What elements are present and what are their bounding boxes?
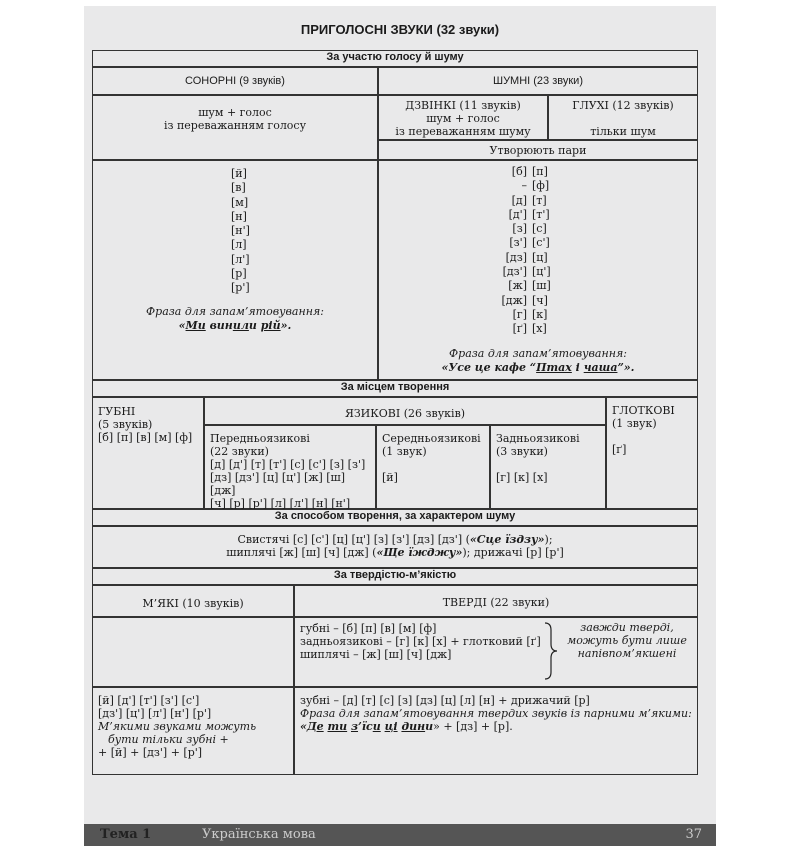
middle-lingual-count: (1 звук) [382, 445, 427, 458]
sonorant-sound-list [231, 167, 250, 296]
voiced-sound: – [521, 179, 527, 193]
manner-section-header: За способом творення, за характером шуму [92, 509, 698, 526]
voiceless-label: ГЛУХІ (12 звуків) [572, 99, 674, 112]
hard-phrase-label: Фраза для запам’ятовування твердих звуків із парними м’якими: [300, 707, 692, 720]
hard-labials: губні – [б] [п] [в] [м] [ф] [300, 622, 437, 635]
sonorant-sound: [л] [231, 238, 247, 252]
soft-sounds-line-1: [й] [д'] [т'] [з'] [с'] [98, 694, 200, 707]
always-hard-note: завжди тверді, можуть бути лише напівпом’якшені [567, 621, 687, 660]
sonorant-label: СОНОРНІ (9 звуків) [92, 67, 378, 95]
sonorant-desc-line-1: шум + голос [198, 106, 272, 119]
voiced-sound: [дж] [501, 293, 527, 307]
page-number: 37 [685, 827, 702, 842]
manner-line-2: шиплячі [ж] [ш] [ч] [дж] («Ще їжджу»); дрижачі [р] [р'] [226, 546, 564, 559]
voiced-sound-list [502, 165, 527, 337]
place-section-header: За місцем творення [92, 380, 698, 397]
voiceless-header [548, 95, 698, 140]
front-sounds-line-3: [ч] [р] [р'] [л] [л'] [н] [н'] [210, 497, 351, 510]
glottal-cell [606, 397, 698, 509]
sonorant-mnemonic-phrase: «Ми винили рій». [178, 319, 292, 332]
page-title: ПРИГОЛОСНІ ЗВУКИ (32 звуки) [300, 22, 500, 37]
voiceless-desc: тільки шум [590, 125, 656, 138]
voiced-sound: [д] [511, 193, 527, 207]
sonorant-sound: [й] [231, 167, 247, 180]
soft-label: М’ЯКІ (10 звуків) [92, 585, 294, 617]
textbook-page [84, 6, 716, 846]
voiceless-sound: [х] [532, 322, 547, 336]
voiceless-sound: [т'] [532, 207, 550, 221]
sonorant-mnemonic-label: Фраза для запам’ятовування: [146, 305, 324, 318]
labial-sounds: [б] [п] [в] [м] [ф] [98, 431, 193, 444]
labial-cell [92, 397, 204, 509]
front-lingual-count: (22 звуки) [210, 445, 269, 458]
voiceless-sound: [т] [532, 193, 547, 207]
voiceless-sound: [ц'] [532, 265, 551, 279]
hard-back-lingual: задньоязикові – [г] [к] [х] + глотковий [ґ] [300, 635, 541, 648]
voiceless-sound: [ф] [532, 179, 550, 193]
front-lingual-label: Передньоязикові [210, 432, 310, 445]
sonorant-description [92, 95, 378, 160]
back-lingual-count: (3 звуки) [496, 445, 548, 458]
glottal-count: (1 звук) [612, 417, 657, 430]
hard-label: ТВЕРДІ (22 звуки) [294, 585, 698, 617]
voiced-desc-line-2: із переважанням шуму [395, 125, 531, 138]
voiced-label: ДЗВІНКІ (11 звуків) [405, 99, 521, 112]
voiceless-sound: [ц] [532, 250, 548, 264]
voiced-sound: [д'] [508, 207, 527, 221]
hard-sibilants: шиплячі – [ж] [ш] [ч] [дж] [300, 648, 452, 661]
voiced-sound: [б] [511, 165, 527, 178]
voiceless-sound-list [532, 165, 551, 337]
noisy-mnemonic-phrase: «Усе це кафе “Птах і чаша”». [441, 361, 635, 374]
voiceless-sound: [к] [532, 307, 548, 321]
pairs-label: Утворюють пари [378, 140, 698, 160]
middle-lingual-sounds: [й] [382, 471, 398, 484]
voiceless-sound: [ч] [532, 293, 548, 307]
hard-phrase: «Де ти з’їси ці дини» + [дз] + [р]. [300, 720, 513, 733]
lingual-label: ЯЗИКОВІ (26 звуків) [204, 397, 606, 425]
sonorant-desc-line-2: із переважанням голосу [163, 119, 307, 132]
voiced-sound: [дз] [505, 250, 527, 264]
voiced-header [378, 95, 548, 140]
voice-section-header: За участю голосу й шуму [92, 50, 698, 67]
sonorant-sound: [н'] [231, 224, 250, 238]
back-lingual-sounds: [г] [к] [х] [496, 471, 548, 484]
voiceless-sound: [ш] [532, 279, 551, 293]
back-lingual-label: Задньоязикові [496, 432, 580, 445]
soft-sounds-cell [92, 687, 294, 775]
hard-dental-sounds: зубні – [д] [т] [с] [з] [дз] [ц] [л] [н] + дрижачий [р] [300, 694, 590, 707]
soft-note-line-2: бути тільки зубні + [108, 733, 229, 746]
voiced-sound: [г] [512, 307, 527, 321]
sonorant-sound: [р] [231, 267, 247, 281]
noisy-label: ШУМНІ (23 звуки) [378, 67, 698, 95]
glottal-sounds: [ґ] [612, 443, 627, 456]
footer-subject: Українська мова [202, 827, 316, 842]
voiced-sound: [з'] [509, 236, 527, 250]
hardness-section-header: За твердістю-м’якістю [92, 568, 698, 585]
voiced-desc-line-1: шум + голос [426, 112, 500, 125]
sonorant-sound: [р'] [231, 281, 250, 295]
voiceless-sound: [с'] [532, 236, 550, 250]
hard-dental-cell [294, 687, 698, 775]
soft-note-line-3: + [й] + [дз'] + [р'] [98, 746, 203, 759]
sonorant-sound: [л'] [231, 252, 250, 266]
back-lingual-cell [490, 425, 606, 509]
soft-empty-cell [92, 617, 294, 687]
page-footer [84, 824, 716, 846]
voiceless-sound: [с] [532, 222, 547, 236]
footer-topic: Тема 1 [100, 827, 152, 842]
sonorant-sounds-cell [92, 160, 378, 380]
glottal-label: ГЛОТКОВІ [612, 404, 675, 417]
front-sounds-line-1: [д] [д'] [т] [т'] [с] [с'] [з] [з'] [210, 458, 366, 471]
manner-cell [92, 526, 698, 568]
labial-label: ГУБНІ [98, 405, 136, 418]
voiced-sound: [дз'] [502, 265, 527, 279]
voiceless-sound: [п] [532, 165, 548, 178]
voiced-sound: [ґ] [512, 322, 527, 336]
sonorant-sound: [в] [231, 181, 246, 195]
labial-count: (5 звуків) [98, 418, 153, 431]
sonorant-sound: [н] [231, 209, 247, 223]
sonorant-sound: [м] [231, 195, 249, 209]
noisy-pairs-cell [378, 160, 698, 380]
middle-lingual-cell [376, 425, 490, 509]
front-sounds-line-2: [дз] [дз'] [ц] [ц'] [ж] [ш] [дж] [210, 471, 346, 497]
curly-brace-icon [543, 622, 559, 680]
hard-groups-cell [294, 617, 698, 687]
soft-note-line-1: М’якими звуками можуть [98, 720, 257, 733]
manner-line-1: Свистячі [с] [с'] [ц] [ц'] [з] [з'] [дз] [дз'] («Сце їздзу»); [237, 533, 553, 546]
soft-sounds-line-2: [дз'] [ц'] [л'] [н'] [р'] [98, 707, 212, 720]
front-lingual-cell [204, 425, 376, 509]
middle-lingual-label: Середньоязикові [382, 432, 481, 445]
noisy-mnemonic-label: Фраза для запам’ятовування: [449, 347, 627, 360]
voiced-sound: [ж] [508, 279, 527, 293]
voiced-sound: [з] [512, 222, 527, 236]
